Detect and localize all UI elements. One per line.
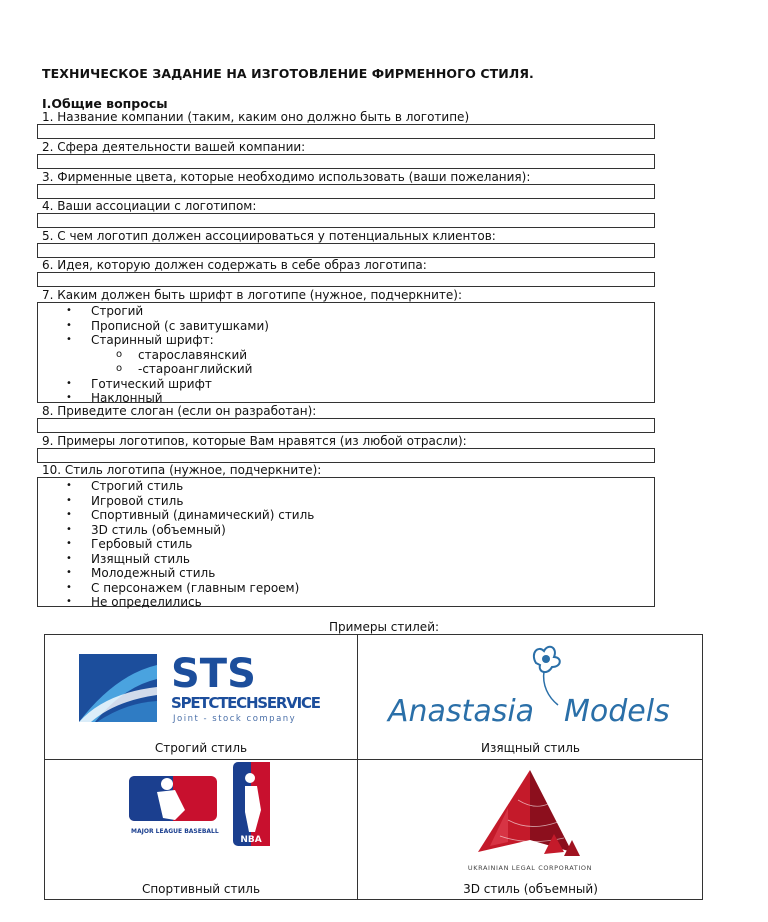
answer-field-6[interactable] bbox=[37, 272, 655, 287]
question-4-label: 4. Ваши ассоциации с логотипом: bbox=[42, 199, 257, 213]
list-item[interactable]: • Молодежный стиль bbox=[66, 566, 216, 580]
anastasia-logo bbox=[358, 635, 703, 740]
sts-logo-name: SPETCTECHSERVICE bbox=[171, 694, 321, 712]
example-sport bbox=[45, 760, 358, 899]
list-item[interactable]: • С персонажем (главным героем) bbox=[66, 580, 300, 595]
question-5-label: 5. С чем логотип должен ассоциироваться у потенциальных клиентов: bbox=[42, 229, 496, 243]
list-item[interactable]: • Прописной (с завитушками) bbox=[66, 318, 269, 333]
sts-logo bbox=[45, 635, 358, 740]
example-caption: Изящный стиль bbox=[481, 741, 580, 755]
question-7-label: 7. Каким должен быть шрифт в логотипе (нужное, подчеркните): bbox=[42, 288, 463, 302]
list-item[interactable]: • Гербовый стиль bbox=[66, 537, 193, 551]
answer-field-3[interactable] bbox=[37, 184, 655, 199]
list-item[interactable]: • Готический шрифт bbox=[66, 376, 212, 391]
style-options-list bbox=[37, 477, 655, 607]
list-item[interactable]: • Игровой стиль bbox=[66, 493, 184, 508]
answer-field-2[interactable] bbox=[37, 154, 655, 169]
list-item[interactable]: • Не определились bbox=[66, 595, 202, 609]
anastasia-logo-second: Models bbox=[564, 694, 670, 729]
mlb-logo-text: MAJOR LEAGUE BASEBALL bbox=[131, 828, 219, 835]
example-3d bbox=[358, 760, 703, 899]
list-item[interactable]: o -староанглийский bbox=[116, 362, 253, 376]
document-title: ТЕХНИЧЕСКОЕ ЗАДАНИЕ НА ИЗГОТОВЛЕНИЕ ФИРМЕННОГО СТИЛЯ. bbox=[42, 66, 534, 81]
question-9-label: 9. Примеры логотипов, которые Вам нравятся (из любой отрасли): bbox=[42, 434, 467, 448]
anastasia-logo-first: Anastasia bbox=[388, 694, 535, 729]
answer-field-1[interactable] bbox=[37, 124, 655, 139]
list-item[interactable]: • 3D стиль (объемный) bbox=[66, 522, 226, 537]
list-item[interactable]: o старославянский bbox=[116, 347, 248, 362]
answer-field-5[interactable] bbox=[37, 243, 655, 258]
question-8-label: 8. Приведите слоган (если он разработан): bbox=[42, 404, 317, 418]
list-item[interactable]: • Старинный шрифт: bbox=[66, 333, 214, 347]
font-options-list bbox=[37, 302, 655, 403]
example-caption: 3D стиль (объемный) bbox=[463, 882, 598, 896]
list-item[interactable]: • Изящный стиль bbox=[66, 551, 190, 566]
answer-field-4[interactable] bbox=[37, 213, 655, 228]
list-item[interactable]: • Строгий bbox=[66, 304, 144, 318]
list-item[interactable]: • Наклонный bbox=[66, 391, 163, 405]
example-elegant bbox=[358, 635, 703, 760]
question-10-label: 10. Стиль логотипа (нужное, подчеркните): bbox=[42, 463, 322, 477]
sts-logo-title: STS bbox=[171, 651, 256, 697]
question-6-label: 6. Идея, которую должен содержать в себе образ логотипа: bbox=[42, 258, 427, 272]
example-caption: Спортивный стиль bbox=[141, 882, 261, 896]
question-2-label: 2. Сфера деятельности вашей компании: bbox=[42, 140, 306, 154]
example-caption: Строгий стиль bbox=[154, 741, 248, 755]
sport-logos bbox=[45, 760, 358, 880]
answer-field-8[interactable] bbox=[37, 418, 655, 433]
list-item[interactable]: • Спортивный (динамический) стиль bbox=[66, 508, 315, 522]
answer-field-9[interactable] bbox=[37, 448, 655, 463]
list-item[interactable]: • Строгий стиль bbox=[66, 479, 184, 493]
pyramid-logo-text: UKRAINIAN LEGAL CORPORATION bbox=[467, 864, 593, 872]
examples-grid bbox=[44, 634, 703, 900]
sts-logo-subtitle: Joint - stock company bbox=[173, 714, 297, 724]
question-3-label: 3. Фирменные цвета, которые необходимо использовать (ваши пожелания): bbox=[42, 170, 531, 184]
nba-logo-text: NBA bbox=[240, 835, 262, 845]
examples-title: Примеры стилей: bbox=[328, 620, 440, 634]
pyramid-logo bbox=[358, 760, 703, 880]
question-1-label: 1. Название компании (таким, каким оно должно быть в логотипе) bbox=[42, 110, 470, 124]
section-heading: I.Общие вопросы bbox=[42, 96, 168, 111]
example-strict bbox=[45, 635, 358, 760]
